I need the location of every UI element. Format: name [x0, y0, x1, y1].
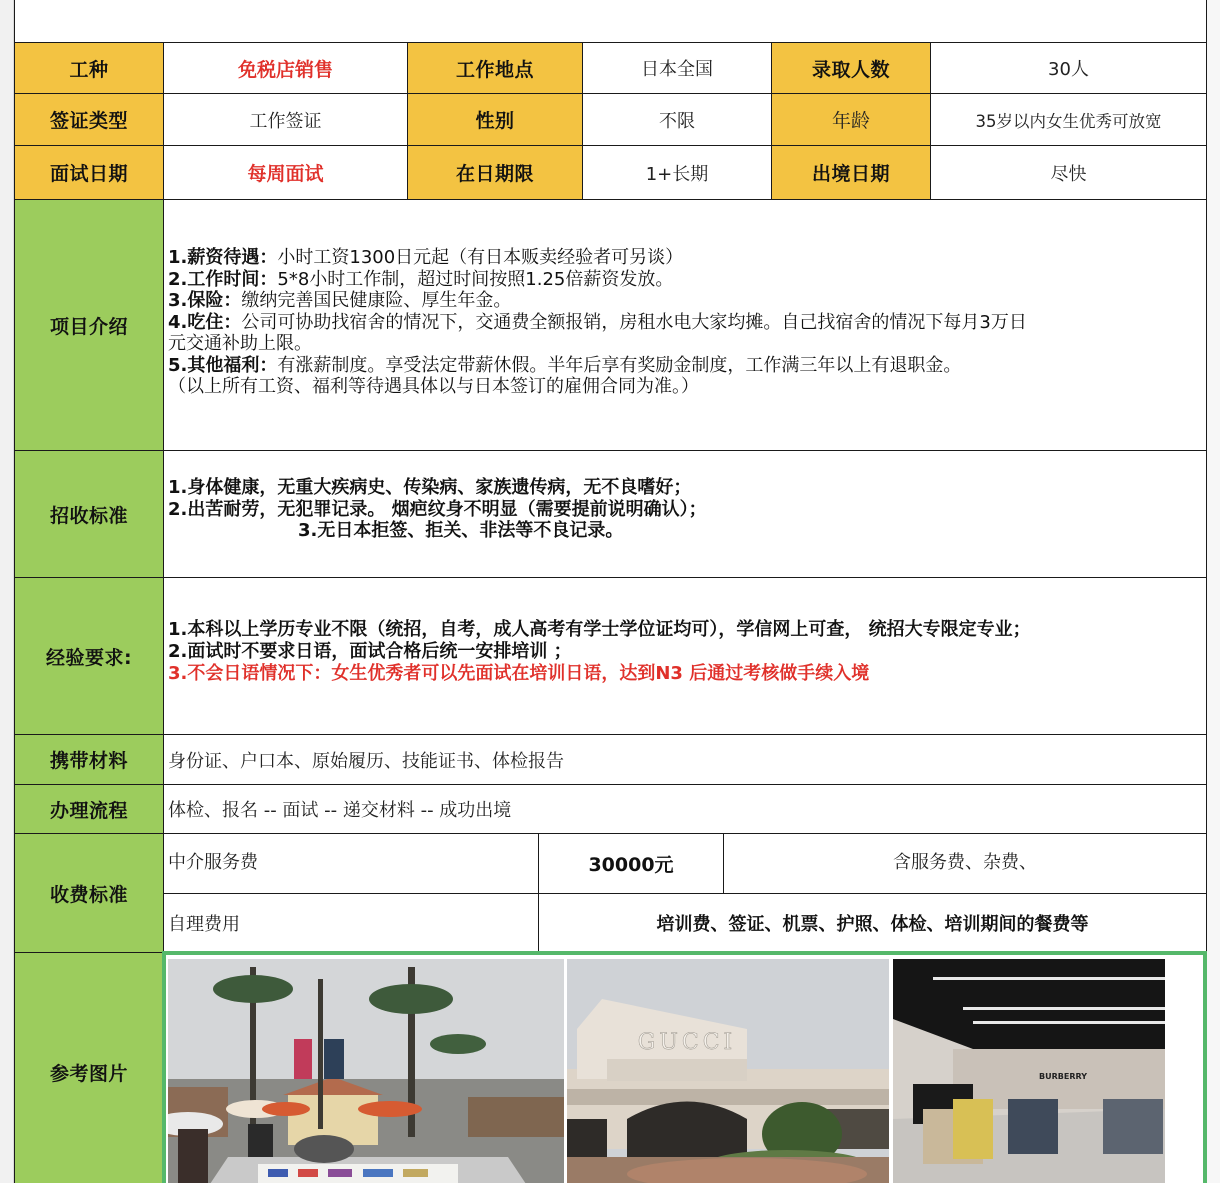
headcount-value-cell[interactable] — [930, 42, 1207, 94]
age-label: 年龄 — [831, 110, 870, 132]
project-item — [168, 290, 1027, 312]
process-value: 体检、报名 -- 面试 -- 递交材料 -- 成功出境 — [168, 800, 512, 821]
photos-selection-frame[interactable] — [162, 951, 1207, 1183]
headcount-value: 30人 — [1048, 59, 1089, 80]
interview-label-cell — [14, 145, 164, 200]
self-fee-label-cell[interactable] — [163, 893, 539, 953]
requirement-item: 3.无日本拒签、拒关、非法等不良记录。 — [298, 520, 624, 541]
project-item — [168, 312, 1027, 334]
stay-value: 1+长期 — [645, 163, 709, 185]
interview-value-cell[interactable] — [163, 145, 408, 200]
project-item-text: 元交通补助上限。 — [168, 333, 312, 354]
project-item — [168, 247, 1027, 269]
project-label-cell — [14, 199, 164, 451]
project-item-text: 公司可协助找宿舍的情况下，交通费全额报销，房租水电大家均摊。自己找宿舍的情况下每月3万日 — [241, 311, 1027, 333]
project-item-text: 5*8小时工作制，超过时间按照1.25倍薪资发放。 — [277, 268, 674, 290]
project-item-head: 1.薪资待遇： — [168, 247, 278, 268]
location-label-cell — [407, 42, 583, 94]
agency-fee-amount: 30000元 — [588, 854, 674, 876]
headcount-label-cell — [771, 42, 931, 94]
process-label: 办理流程 — [49, 799, 128, 822]
materials-label: 携带材料 — [49, 750, 128, 772]
materials-value-cell[interactable] — [163, 734, 1207, 785]
location-value-cell[interactable] — [582, 42, 772, 94]
visa-label: 签证类型 — [49, 110, 128, 132]
project-content-cell[interactable] — [163, 199, 1207, 451]
age-label-cell — [771, 93, 931, 146]
project-item-text: 有涨薪制度。享受法定带薪休假。半年后享有奖励金制度，工作满三年以上有退职金。 — [277, 354, 962, 376]
fees-label: 收费标准 — [49, 883, 128, 906]
agency-fee-label-cell[interactable] — [163, 833, 539, 894]
agency-fee-label: 中介服务费 — [168, 852, 258, 873]
departure-label-cell — [771, 145, 931, 200]
process-label-cell — [14, 784, 164, 834]
experience-content-cell[interactable] — [163, 577, 1207, 735]
requirement-item: 1.身体健康，无重大疾病史、传染病、家族遗传病，无不良嗜好； — [168, 477, 692, 498]
project-item — [168, 376, 1027, 398]
outlet-plaza-photo[interactable] — [168, 959, 564, 1183]
project-item-head: 5.其他福利： — [168, 354, 278, 376]
fees-label-cell — [14, 833, 164, 953]
project-item — [168, 355, 1027, 377]
column-gutter — [1206, 0, 1220, 1183]
departure-value-cell[interactable] — [930, 145, 1207, 200]
headcount-label: 录取人数 — [811, 58, 890, 81]
job-type-label-cell — [14, 42, 164, 94]
visa-value-cell[interactable] — [163, 93, 408, 146]
agency-fee-note-cell[interactable] — [723, 833, 1207, 894]
age-value: 35岁以内女生优秀可放宽 — [975, 111, 1162, 131]
stay-label-cell — [407, 145, 583, 200]
visa-value: 工作签证 — [249, 110, 322, 132]
row-gutter — [0, 0, 14, 1183]
gender-value: 不限 — [659, 110, 695, 132]
title-cell-empty[interactable] — [14, 0, 1207, 43]
project-item-text: （以上所有工资、福利等待遇具体以与日本签订的雇佣合同为准。） — [168, 376, 699, 397]
gender-label: 性别 — [475, 110, 515, 132]
agency-fee-amount-cell[interactable] — [538, 833, 724, 894]
materials-label-cell — [14, 734, 164, 785]
agency-fee-note: 含服务费、杂费、 — [893, 852, 1037, 873]
project-item — [168, 269, 1027, 291]
interview-label: 面试日期 — [49, 163, 128, 185]
gucci-store-image — [567, 959, 889, 1183]
experience-label-cell — [14, 577, 164, 735]
burberry-store-photo[interactable] — [893, 959, 1165, 1183]
requirements-label: 招收标准 — [49, 504, 128, 527]
self-fee-note: 培训费、签证、机票、护照、体检、培训期间的餐费等 — [656, 914, 1089, 935]
job-type-label: 工种 — [69, 58, 109, 81]
requirements-label-cell — [14, 450, 164, 578]
gender-label-cell — [407, 93, 583, 146]
gender-value-cell[interactable] — [582, 93, 772, 146]
project-item-head: 2.工作时间： — [168, 268, 278, 290]
experience-item: 2.面试时不要求日语，面试合格后统一安排培训 ； — [168, 641, 572, 662]
outlet-plaza-image — [168, 959, 564, 1183]
requirements-list — [168, 477, 707, 542]
photos-label: 参考图片 — [49, 1062, 128, 1085]
departure-label: 出境日期 — [811, 163, 890, 185]
project-label: 项目介绍 — [49, 315, 128, 338]
project-list — [168, 247, 1027, 398]
stay-label: 在日期限 — [455, 163, 534, 185]
experience-item-highlight: 3.不会日语情况下：女生优秀者可以先面试在培训日语，达到N3 后通过考核做手续入境 — [168, 663, 870, 684]
materials-value: 身份证、户口本、原始履历、技能证书、体检报告 — [168, 750, 564, 772]
photos-label-cell — [14, 952, 164, 1183]
age-value-cell[interactable] — [930, 93, 1207, 146]
project-item-head: 3.保险： — [168, 290, 242, 311]
departure-value: 尽快 — [1050, 163, 1087, 185]
requirements-content-cell[interactable] — [163, 450, 1207, 578]
project-item-text: 缴纳完善国民健康险、厚生年金。 — [241, 290, 512, 311]
visa-label-cell — [14, 93, 164, 146]
burberry-sign: BURBERRY — [1039, 1072, 1087, 1081]
job-type-value: 免税店销售 — [237, 58, 333, 81]
project-item-head: 4.吃住： — [168, 311, 242, 333]
interview-value: 每周面试 — [247, 163, 324, 185]
experience-label: 经验要求: — [45, 646, 133, 669]
stay-value-cell[interactable] — [582, 145, 772, 200]
location-value: 日本全国 — [641, 59, 713, 80]
location-label: 工作地点 — [455, 58, 534, 81]
process-value-cell[interactable] — [163, 784, 1207, 834]
self-fee-label: 自理费用 — [168, 914, 240, 935]
experience-list — [168, 619, 1031, 685]
gucci-store-photo[interactable] — [567, 959, 889, 1183]
project-item-text: 小时工资1300日元起（有日本贩卖经验者可另谈） — [277, 247, 684, 268]
self-fee-note-cell[interactable] — [538, 893, 1207, 953]
project-item — [168, 333, 1027, 355]
experience-item: 1.本科以上学历专业不限（统招，自考，成人高考有学士学位证均可），学信网上可查， 统招大专限定专业； — [168, 619, 1031, 640]
job-type-value-cell[interactable] — [163, 42, 408, 94]
requirement-item: 2.出苦耐劳，无犯罪记录。 烟疤纹身不明显（需要提前说明确认）； — [168, 498, 707, 520]
gucci-sign: GUCCI — [637, 1030, 737, 1055]
burberry-store-image — [893, 959, 1165, 1183]
